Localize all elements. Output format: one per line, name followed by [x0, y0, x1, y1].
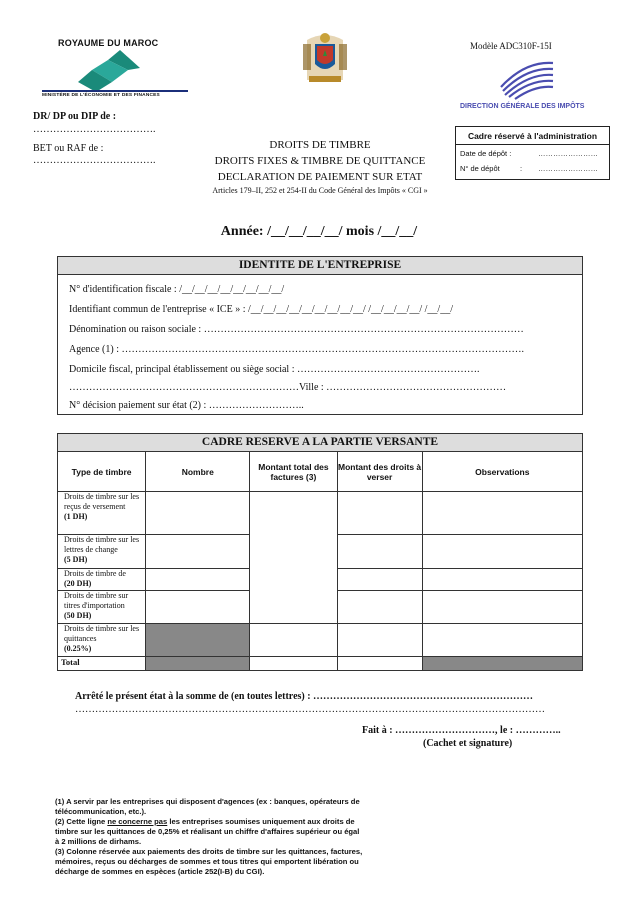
amount-in-words-continuation[interactable]: …………………………………………………………………………………………………………………………… [75, 704, 545, 715]
total-duties-cell[interactable] [337, 657, 422, 671]
versant-heading: CADRE RESERVE A LA PARTIE VERSANTE [57, 433, 583, 452]
company-name-line[interactable]: Dénomination ou raison sociale : …………………………………………………………………………………… [69, 324, 524, 335]
footnotes [55, 797, 365, 877]
total-row [58, 657, 583, 671]
total-observations-shaded [422, 657, 582, 671]
place-date-line[interactable]: Fait à : …………………………, le : ………….. [362, 725, 561, 736]
col-header-observations: Observations [422, 452, 582, 492]
ministry-subtitle: MINISTÈRE DE L'ÉCONOMIE ET DES FINANCES [42, 93, 160, 98]
duties-cell[interactable] [337, 569, 422, 591]
city-line[interactable]: ……………………………………………………………Ville : ……………………………………………… [69, 382, 507, 393]
col-header-duties: Montant des droits à verser [337, 452, 422, 492]
payment-decision-line[interactable]: N° décision paiement sur état (2) : ……………………….. [69, 400, 304, 411]
row-type-label: Droits de timbre sur les reçus de versement (1 DH) [58, 492, 146, 535]
table-header-row [58, 452, 583, 492]
deposit-date-field[interactable]: …………………… [538, 149, 598, 158]
invoice-total-cell[interactable] [250, 624, 337, 657]
number-cell-shaded [146, 624, 250, 657]
col-header-invoice-total: Montant total des factures (3) [250, 452, 337, 492]
total-number-shaded [146, 657, 250, 671]
row-type-label: Droits de timbre sur les lettres de change (5 DH) [58, 535, 146, 569]
dr-label: DR/ DP ou DIP de : [33, 111, 117, 122]
bet-field[interactable]: ………………………………. [33, 155, 156, 166]
row-type-label: Droits de timbre de (20 DH) [58, 569, 146, 591]
invoice-total-cell[interactable] [250, 492, 337, 624]
footnote-1: (1) A servir par les entreprises qui disposent d'agences (ex : banques, opérateurs de télécommunication, etc.). [55, 797, 360, 816]
title-line-1: DROITS DE TIMBRE [269, 139, 371, 151]
deposit-date-label: Date de dépôt : [460, 149, 512, 158]
col-header-number: Nombre [146, 452, 250, 492]
deposit-number-label: N° de dépôt [460, 164, 500, 173]
observations-cell[interactable] [422, 591, 582, 624]
articles-reference: Articles 179–II, 252 et 254-II du Code Général des Impôts « CGI » [212, 186, 428, 195]
stamp-signature-label: (Cachet et signature) [423, 738, 513, 749]
row-type-label: Droits de timbre sur titres d'importation (50 DH) [58, 591, 146, 624]
document-title [180, 137, 460, 185]
identity-section [57, 256, 583, 415]
total-label: Total [58, 657, 146, 671]
bet-label: BET ou RAF de : [33, 143, 104, 154]
duties-cell[interactable] [337, 591, 422, 624]
total-invoice-cell[interactable] [250, 657, 337, 671]
table-row [58, 624, 583, 657]
observations-cell[interactable] [422, 624, 582, 657]
dgi-logo [495, 53, 557, 101]
fiscal-domicile-line[interactable]: Domicile fiscal, principal établissement ou siège social : ………………………………………………. [69, 364, 480, 375]
versant-table [57, 451, 583, 671]
admin-reserved-box [455, 126, 610, 180]
ministry-name: ROYAUME DU MAROC [58, 38, 159, 48]
fiscal-id-line[interactable]: N° d'identification fiscale : /__/__/__/__/__/__/__/__/ [69, 284, 285, 295]
year-month-line[interactable]: Année: /__/__/__/__/ mois /__/__/ [220, 224, 418, 239]
row-type-label: Droits de timbre sur les quittances (0.25%) [58, 624, 146, 657]
duties-cell[interactable] [337, 535, 422, 569]
col-header-type: Type de timbre [58, 452, 146, 492]
number-cell[interactable] [146, 492, 250, 535]
deposit-number-colon: : [520, 164, 523, 173]
admin-box-title: Cadre réservé à l'administration [467, 131, 598, 141]
amount-in-words-line[interactable]: Arrêté le présent état à la somme de (en toutes lettres) : ………………………………………………………… [75, 691, 534, 702]
observations-cell[interactable] [422, 535, 582, 569]
identity-heading: IDENTITE DE L'ENTREPRISE [58, 257, 582, 275]
footnote-3: (3) Colonne réservée aux paiements des droits de timbre sur les quittances, factures, mémoires, reçus ou décharges de sommes et tous titres qui emportent libération ou décharge de sommes en espèces (article 252(I-B) du CGI). [55, 847, 363, 876]
ice-line[interactable]: Identifiant commun de l'entreprise « ICE » : /__/__/__/__/__/__/__/__/__/ /__/__/__/__/ /__/__/ [69, 304, 453, 315]
observations-cell[interactable] [422, 492, 582, 535]
number-cell[interactable] [146, 569, 250, 591]
table-row [58, 492, 583, 535]
observations-cell[interactable] [422, 569, 582, 591]
coat-of-arms-icon [297, 30, 353, 86]
agency-line[interactable]: Agence (1) : …………………………………………………………………………………………………………. [69, 344, 524, 355]
footnote-2: (2) Cette ligne ne concerne pas les entreprises soumises uniquement aux droits de timbre sur les quittances de 0,25% et réalisant un chiffre d'affaires supérieur ou égal à 2 millions de dirhams. [55, 817, 360, 846]
title-line-3: DECLARATION DE PAIEMENT SUR ETAT [217, 171, 423, 183]
ministry-logo [40, 48, 190, 108]
title-line-2: DROITS FIXES & TIMBRE DE QUITTANCE [214, 155, 426, 167]
number-cell[interactable] [146, 591, 250, 624]
dr-field[interactable]: ………………………………. [33, 124, 156, 135]
dgi-name: DIRECTION GÉNÉRALE DES IMPÔTS [460, 103, 585, 110]
duties-cell[interactable] [337, 492, 422, 535]
duties-cell[interactable] [337, 624, 422, 657]
model-reference: Modèle ADC310F-15I [470, 41, 552, 51]
deposit-number-field[interactable]: …………………… [538, 164, 598, 173]
number-cell[interactable] [146, 535, 250, 569]
